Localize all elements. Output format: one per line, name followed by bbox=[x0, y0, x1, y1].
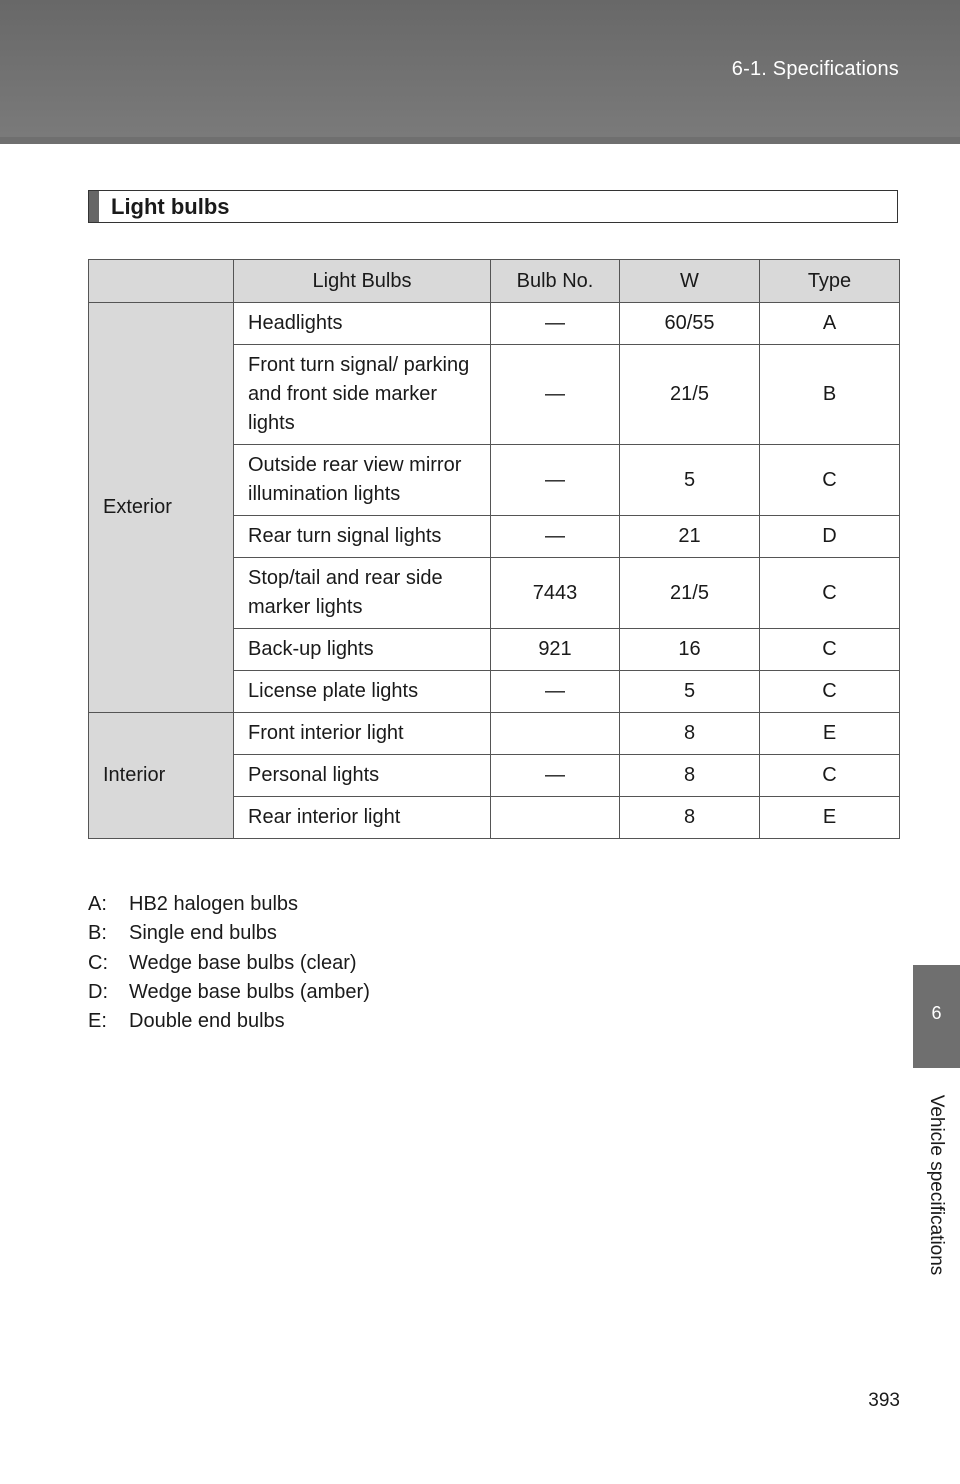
note-text: Single end bulbs bbox=[129, 922, 277, 945]
bulb-number: — bbox=[491, 445, 620, 516]
chapter-title: Vehicle specifications bbox=[926, 1094, 947, 1276]
bulb-watts: 21/5 bbox=[620, 558, 760, 629]
note-item bbox=[88, 1007, 370, 1036]
bulb-number: — bbox=[491, 345, 620, 445]
note-text: Wedge base bulbs (amber) bbox=[129, 980, 370, 1003]
bulb-type-notes bbox=[88, 890, 370, 1036]
bulb-watts: 60/55 bbox=[620, 303, 760, 345]
column-header: Light Bulbs bbox=[234, 260, 491, 303]
chapter-number: 6 bbox=[931, 1003, 942, 1023]
bulb-number: — bbox=[491, 303, 620, 345]
bulb-number: — bbox=[491, 755, 620, 797]
page-header bbox=[0, 0, 960, 144]
bulb-type: C bbox=[760, 445, 900, 516]
table-row bbox=[89, 713, 900, 755]
bulb-name: Rear turn signal lights bbox=[234, 516, 491, 558]
bulb-type: C bbox=[760, 671, 900, 713]
bulb-number bbox=[491, 797, 620, 839]
bulb-name: Headlights bbox=[234, 303, 491, 345]
bulb-watts: 21/5 bbox=[620, 345, 760, 445]
note-item bbox=[88, 978, 370, 1007]
bulb-number: 921 bbox=[491, 629, 620, 671]
note-key: B: bbox=[88, 922, 107, 945]
bulb-watts: 8 bbox=[620, 755, 760, 797]
bulb-watts: 21 bbox=[620, 516, 760, 558]
note-key: A: bbox=[88, 893, 107, 915]
note-key: E: bbox=[88, 1010, 107, 1033]
bulb-number: — bbox=[491, 671, 620, 713]
bulb-type: C bbox=[760, 755, 900, 797]
bulb-name: Outside rear view mirror illumination lights bbox=[234, 445, 491, 516]
column-header: Type bbox=[760, 260, 900, 303]
column-header: Bulb No. bbox=[491, 260, 620, 303]
note-text: Wedge base bulbs (clear) bbox=[129, 951, 357, 974]
bulb-watts: 5 bbox=[620, 671, 760, 713]
column-header bbox=[89, 260, 234, 303]
bulb-type: E bbox=[760, 713, 900, 755]
bulb-type: E bbox=[760, 797, 900, 839]
section-title: Light bulbs bbox=[111, 194, 230, 219]
bulb-watts: 8 bbox=[620, 797, 760, 839]
section-label: 6-1. Specifications bbox=[731, 58, 899, 80]
bulb-name: Rear interior light bbox=[234, 797, 491, 839]
bulb-name: License plate lights bbox=[234, 671, 491, 713]
note-text: Double end bulbs bbox=[129, 1010, 285, 1033]
note-item bbox=[88, 890, 370, 919]
title-accent-bar bbox=[89, 191, 99, 222]
note-key: C: bbox=[88, 951, 108, 974]
bulb-number: — bbox=[491, 516, 620, 558]
bulb-name: Personal lights bbox=[234, 755, 491, 797]
bulb-type: B bbox=[760, 345, 900, 445]
bulb-name: Front interior light bbox=[234, 713, 491, 755]
column-header: W bbox=[620, 260, 760, 303]
bulb-name: Back-up lights bbox=[234, 629, 491, 671]
bulb-watts: 16 bbox=[620, 629, 760, 671]
bulb-number: 7443 bbox=[491, 558, 620, 629]
group-label: Interior bbox=[89, 713, 234, 839]
note-item bbox=[88, 949, 370, 978]
bulb-type: D bbox=[760, 516, 900, 558]
note-item bbox=[88, 919, 370, 948]
bulb-type: A bbox=[760, 303, 900, 345]
bulb-type: C bbox=[760, 629, 900, 671]
section-title-box bbox=[88, 190, 898, 223]
light-bulbs-table bbox=[88, 259, 900, 839]
bulb-name: Stop/tail and rear side marker lights bbox=[234, 558, 491, 629]
page-number: 393 bbox=[868, 1390, 900, 1411]
bulb-watts: 8 bbox=[620, 713, 760, 755]
bulb-name: Front turn signal/ parking and front side marker lights bbox=[234, 345, 491, 445]
table-row bbox=[89, 303, 900, 345]
chapter-tab bbox=[913, 965, 960, 1068]
bulb-type: C bbox=[760, 558, 900, 629]
note-key: D: bbox=[88, 980, 108, 1003]
table-header-row bbox=[89, 260, 900, 303]
note-text: HB2 halogen bulbs bbox=[129, 893, 299, 915]
group-label: Exterior bbox=[89, 303, 234, 713]
bulb-watts: 5 bbox=[620, 445, 760, 516]
bulb-number bbox=[491, 713, 620, 755]
